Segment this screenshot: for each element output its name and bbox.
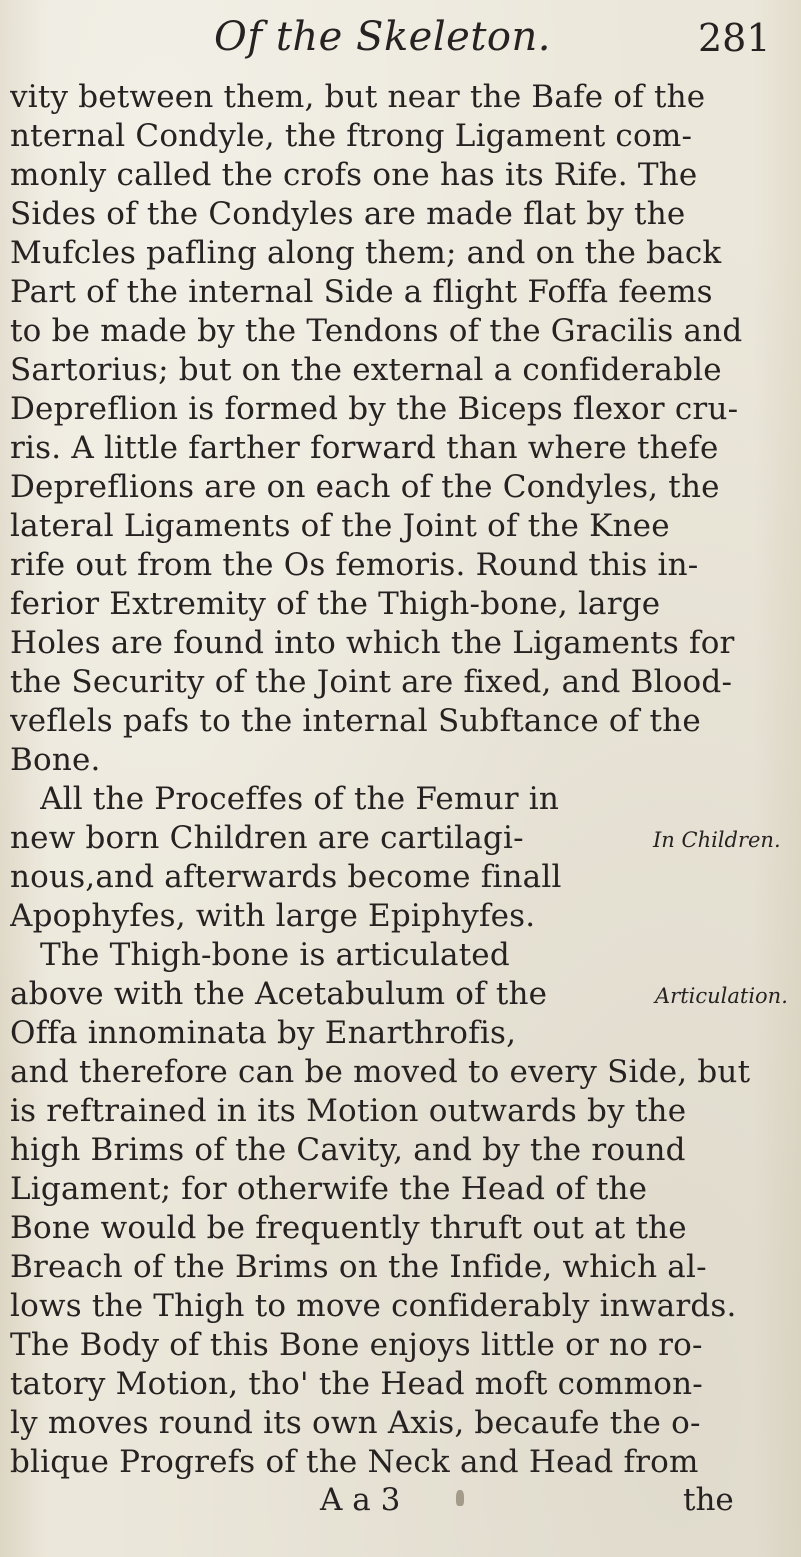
text-line: Depreflions are on each of the Condyles, the (10, 469, 720, 505)
text-line: Sides of the Condyles are made flat by the (10, 196, 686, 232)
text-line: is reftrained in its Motion outwards by the (10, 1093, 687, 1129)
text-line: The Body of this Bone enjoys little or no ro- (10, 1327, 703, 1363)
text-line: new born Children are cartilagi- (10, 820, 524, 856)
text-line: Depreflion is formed by the Biceps flexor cru- (10, 391, 739, 427)
text-line: lateral Ligaments of the Joint of the Knee (10, 508, 670, 544)
text-line: monly called the crofs one has its Rife. The (10, 157, 698, 193)
text-line: Ligament; for otherwife the Head of the (10, 1171, 648, 1207)
text-line: Bone would be frequently thruft out at the (10, 1210, 687, 1246)
text-line: lows the Thigh to move confiderably inwards. (10, 1288, 737, 1324)
text-line: veflels pafs to the internal Subftance of the (10, 703, 701, 739)
text-line: nous,and afterwards become finall (10, 859, 562, 895)
text-line: nternal Condyle, the ftrong Ligament com- (10, 118, 693, 154)
text-line: Mufcles pafling along them; and on the back (10, 235, 722, 271)
text-line: tatory Motion, tho' the Head moft common- (10, 1366, 703, 1402)
catchword: the (683, 1482, 734, 1518)
margin-note-children: In Children. (653, 828, 781, 852)
page-number: 281 (698, 16, 771, 60)
text-line: Offa innominata by Enarthrofis, (10, 1015, 517, 1051)
signature-mark: A a 3 (320, 1482, 401, 1518)
ink-blot (456, 1490, 464, 1506)
text-line: the Security of the Joint are fixed, and Blood- (10, 664, 733, 700)
text-line: high Brims of the Cavity, and by the round (10, 1132, 686, 1168)
text-line: Holes are found into which the Ligaments for (10, 625, 735, 661)
page-header (0, 14, 801, 62)
text-line: blique Progrefs of the Neck and Head from (10, 1444, 699, 1480)
text-line: The Thigh-bone is articulated (40, 937, 510, 973)
text-line: ris. A little farther forward than where thefe (10, 430, 719, 466)
text-line: All the Proceffes of the Femur in (40, 781, 560, 817)
text-line: vity between them, but near the Bafe of the (10, 79, 706, 115)
text-line: ly moves round its own Axis, becaufe the o- (10, 1405, 701, 1441)
text-line: above with the Acetabulum of the (10, 976, 548, 1012)
text-line: and therefore can be moved to every Side, but (10, 1054, 751, 1090)
text-line: Breach of the Brims on the Infide, which al- (10, 1249, 707, 1285)
text-line: Sartorius; but on the external a confiderable (10, 352, 722, 388)
text-line: rife out from the Os femoris. Round this in- (10, 547, 699, 583)
text-line: ferior Extremity of the Thigh-bone, large (10, 586, 661, 622)
text-line: Bone. (10, 742, 101, 778)
text-line: Apophyfes, with large Epiphyfes. (10, 898, 536, 934)
margin-note-articulation: Articulation. (655, 984, 788, 1008)
running-title: Of the Skeleton. (214, 14, 551, 60)
text-line: to be made by the Tendons of the Gracilis and (10, 313, 743, 349)
text-line: Part of the internal Side a flight Foffa feems (10, 274, 713, 310)
